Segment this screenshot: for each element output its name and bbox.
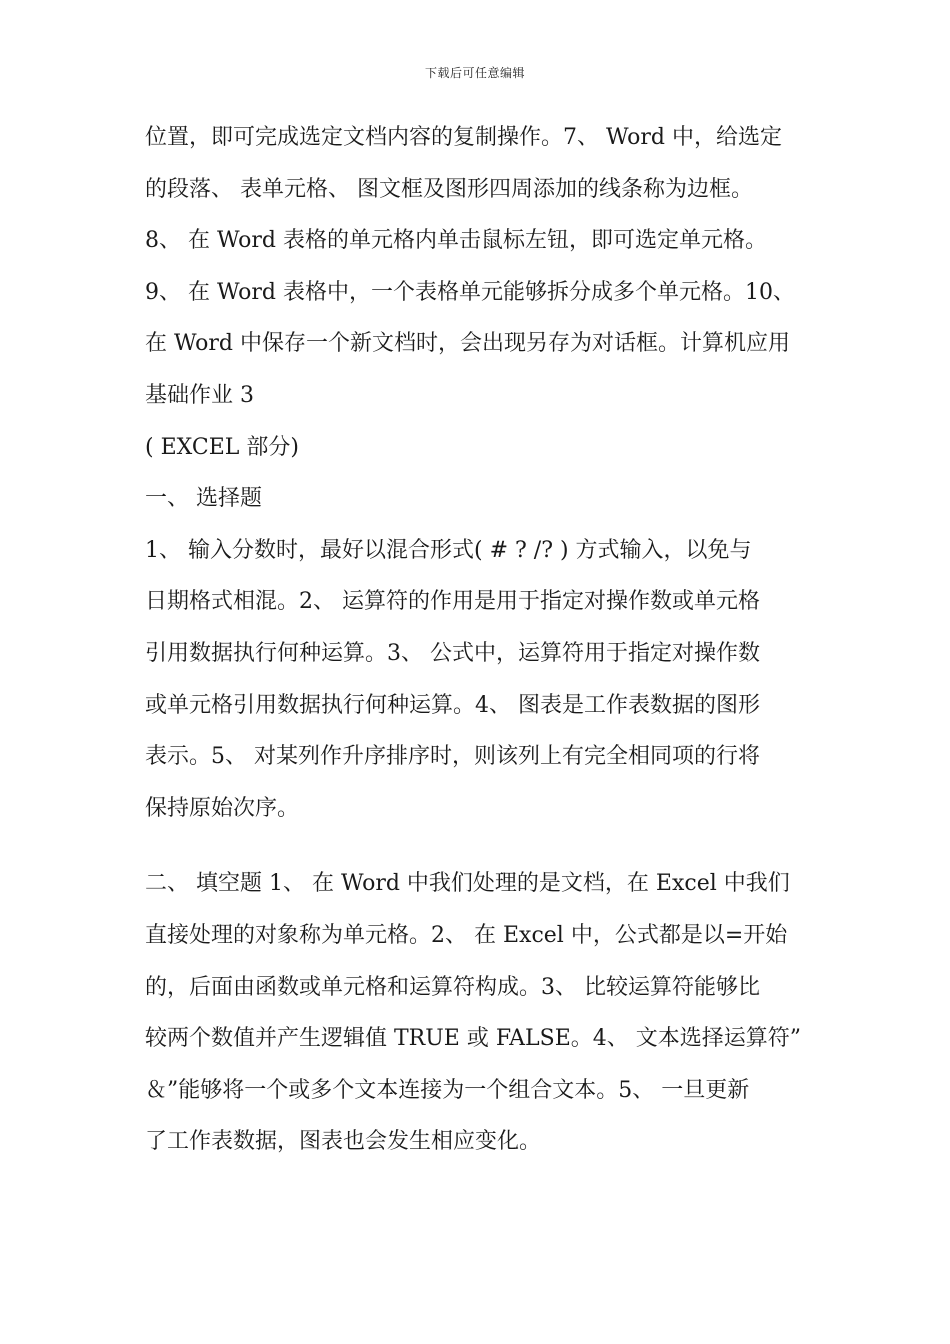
section-subtitle: ( EXCEL 部分) [145, 434, 299, 460]
text-line: 在 Word 中保存一个新文档时，会出现另存为对话框。计算机应用 [145, 331, 790, 357]
text-line: 日期格式相混。2、 运算符的作用是用于指定对操作数或单元格 [145, 589, 760, 615]
text-line: 引用数据执行何种运算。3、 公式中，运算符用于指定对操作数 [145, 640, 760, 666]
paragraph-block-2 [145, 858, 815, 1168]
paragraph-block-1 [145, 112, 815, 834]
paragraph-gap [145, 834, 815, 858]
text-line: 9、 在 Word 表格中，一个表格单元能够拆分成多个单元格。10、 [145, 279, 795, 305]
text-line: 1、 输入分数时，最好以混合形式( # ? /? ) 方式输入，以免与 [145, 537, 752, 563]
text-line: 了工作表数据，图表也会发生相应变化。 [145, 1129, 542, 1155]
text-line: 表示。5、 对某列作升序排序时，则该列上有完全相同项的行将 [145, 744, 760, 770]
text-line: 或单元格引用数据执行何种运算。4、 图表是工作表数据的图形 [145, 692, 760, 718]
text-line: 的，后面由函数或单元格和运算符构成。3、 比较运算符能够比 [145, 974, 760, 1000]
page-header: 下载后可任意编辑 [424, 66, 525, 80]
text-line: 位置，即可完成选定文档内容的复制操作。7、 Word 中，给选定 [145, 125, 782, 150]
section-heading-choice: 一、 选择题 [145, 486, 262, 512]
text-line: 较两个数值并产生逻辑值 TRUE 或 FALSE。4、 文本选择运算符” [145, 1026, 802, 1052]
text-line: 的段落、 表单元格、 图文框及图形四周添加的线条称为边框。 [145, 176, 753, 202]
section-heading-fill: 二、 填空题 1、 在 Word 中我们处理的是文档，在 Excel 中我们 [145, 871, 790, 897]
document-body [145, 112, 815, 1168]
text-line: 直接处理的对象称为单元格。2、 在 Excel 中，公式都是以=开始 [145, 922, 788, 948]
text-line: ＆”能够将一个或多个文本连接为一个组合文本。5、 一旦更新 [145, 1077, 750, 1103]
text-line: 基础作业 3 [145, 382, 254, 408]
text-line: 保持原始次序。 [145, 795, 300, 821]
text-line: 8、 在 Word 表格的单元格内单击鼠标左钮，即可选定单元格。 [145, 228, 767, 254]
